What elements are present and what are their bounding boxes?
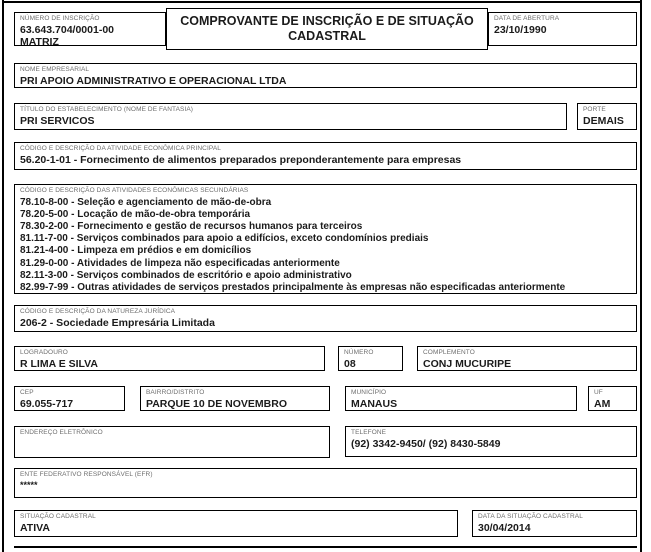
field-numero-inscricao-value: 63.643.704/0001-00 — [20, 23, 115, 36]
field-natureza-juridica-label: CÓDIGO E DESCRIÇÃO DA NATUREZA JURÍDICA — [20, 308, 176, 315]
field-situacao-cadastral-value: ATIVA — [20, 521, 50, 534]
field-titulo-estabelecimento-value: PRI SERVICOS — [20, 114, 95, 127]
field-data-situacao-value: 30/04/2014 — [478, 521, 531, 534]
next-section-top-edge — [14, 546, 637, 548]
field-nome-empresarial — [14, 63, 637, 88]
cnae-item: 78.30-2-00 - Fornecimento e gestão de recursos humanos para terceiros — [20, 220, 363, 232]
field-cep — [14, 386, 125, 411]
field-data-abertura — [488, 12, 637, 46]
field-complemento — [417, 346, 637, 371]
field-municipio-label: MUNICÍPIO — [351, 389, 387, 396]
cnae-item: 81.21-4-00 - Limpeza em prédios e em domicílios — [20, 245, 252, 257]
field-nome-empresarial-label: NOME EMPRESARIAL — [20, 66, 90, 73]
field-numero — [338, 346, 403, 371]
field-complemento-value: CONJ MUCURIPE — [423, 357, 512, 370]
field-efr-value: ***** — [20, 479, 38, 490]
field-atividade-principal — [14, 142, 637, 170]
cnae-item: 81.11-7-00 - Serviços combinados para apoio a edifícios, exceto condomínios prediais — [20, 233, 429, 245]
field-uf-label: UF — [594, 389, 603, 396]
field-data-situacao-label: DATA DA SITUAÇÃO CADASTRAL — [478, 513, 583, 520]
field-municipio — [345, 386, 577, 411]
field-atividades-secundarias-label: CÓDIGO E DESCRIÇÃO DAS ATIVIDADES ECONÔMICAS SECUNDÁRIAS — [20, 187, 249, 194]
cnae-item: 82.11-3-00 - Serviços combinados de escritório e apoio administrativo — [20, 269, 352, 281]
field-numero-inscricao-tipo: MATRIZ — [20, 36, 59, 46]
field-efr — [14, 468, 637, 498]
field-nome-empresarial-value: PRI APOIO ADMINISTRATIVO E OPERACIONAL LTDA — [20, 74, 287, 87]
field-logradouro-value: R LIMA E SILVA — [20, 357, 98, 370]
field-endereco-eletronico-label: ENDEREÇO ELETRÔNICO — [20, 429, 103, 436]
field-data-abertura-label: DATA DE ABERTURA — [494, 15, 560, 22]
field-atividades-secundarias — [14, 184, 637, 294]
field-complemento-label: COMPLEMENTO — [423, 349, 475, 356]
field-porte-label: PORTE — [583, 106, 606, 113]
field-telefone-value: (92) 3342-9450/ (92) 8430-5849 — [351, 437, 501, 450]
field-porte — [577, 103, 637, 130]
field-natureza-juridica-value: 206-2 - Sociedade Empresária Limitada — [20, 316, 215, 329]
field-efr-label: ENTE FEDERATIVO RESPONSÁVEL (EFR) — [20, 471, 153, 478]
field-numero-value: 08 — [344, 357, 356, 370]
field-cep-value: 69.055-717 — [20, 397, 74, 410]
document-title: COMPROVANTE DE INSCRIÇÃO E DE SITUAÇÃO CADASTRAL — [180, 13, 474, 43]
field-situacao-cadastral-label: SITUAÇÃO CADASTRAL — [20, 513, 96, 520]
cnae-item: 81.29-0-00 - Atividades de limpeza não especificadas anteriormente — [20, 257, 340, 269]
field-telefone — [345, 426, 637, 457]
atividades-secundarias-list — [20, 197, 631, 295]
field-porte-value: DEMAIS — [583, 114, 624, 127]
cnae-item: 78.10-8-00 - Seleção e agenciamento de mão-de-obra — [20, 196, 272, 208]
document-title-box — [166, 8, 488, 50]
page-border-right — [640, 0, 642, 552]
field-endereco-eletronico — [14, 426, 330, 458]
field-situacao-cadastral — [14, 510, 458, 537]
field-uf — [588, 386, 637, 411]
field-numero-inscricao — [14, 12, 166, 46]
field-numero-inscricao-label: NÚMERO DE INSCRIÇÃO — [20, 15, 100, 22]
field-cep-label: CEP — [20, 389, 34, 396]
field-titulo-estabelecimento-label: TÍTULO DO ESTABELECIMENTO (NOME DE FANTASIA) — [20, 106, 194, 113]
field-atividade-principal-label: CÓDIGO E DESCRIÇÃO DA ATIVIDADE ECONÔMICA PRINCIPAL — [20, 145, 221, 152]
field-bairro-distrito — [140, 386, 330, 411]
field-natureza-juridica — [14, 305, 637, 332]
cnae-item: 82.99-7-99 - Outras atividades de serviços prestados principalmente às empresas não especificadas anteriormente — [20, 281, 566, 293]
field-municipio-value: MANAUS — [351, 397, 398, 410]
field-logradouro — [14, 346, 325, 371]
field-data-abertura-value: 23/10/1990 — [494, 23, 547, 36]
field-atividade-principal-value: 56.20-1-01 - Fornecimento de alimentos preparados preponderantemente para empresas — [20, 153, 462, 166]
field-data-situacao — [472, 510, 637, 537]
page-border-top — [2, 1, 641, 3]
field-uf-value: AM — [594, 397, 611, 410]
field-telefone-label: TELEFONE — [351, 429, 387, 436]
field-logradouro-label: LOGRADOURO — [20, 349, 68, 356]
field-bairro-distrito-value: PARQUE 10 DE NOVEMBRO — [146, 397, 287, 410]
field-numero-label: NÚMERO — [344, 349, 374, 356]
field-titulo-estabelecimento — [14, 103, 567, 130]
cnae-item: 78.20-5-00 - Locação de mão-de-obra temporária — [20, 208, 251, 220]
field-bairro-distrito-label: BAIRRO/DISTRITO — [146, 389, 205, 396]
page-border-left — [2, 0, 4, 552]
